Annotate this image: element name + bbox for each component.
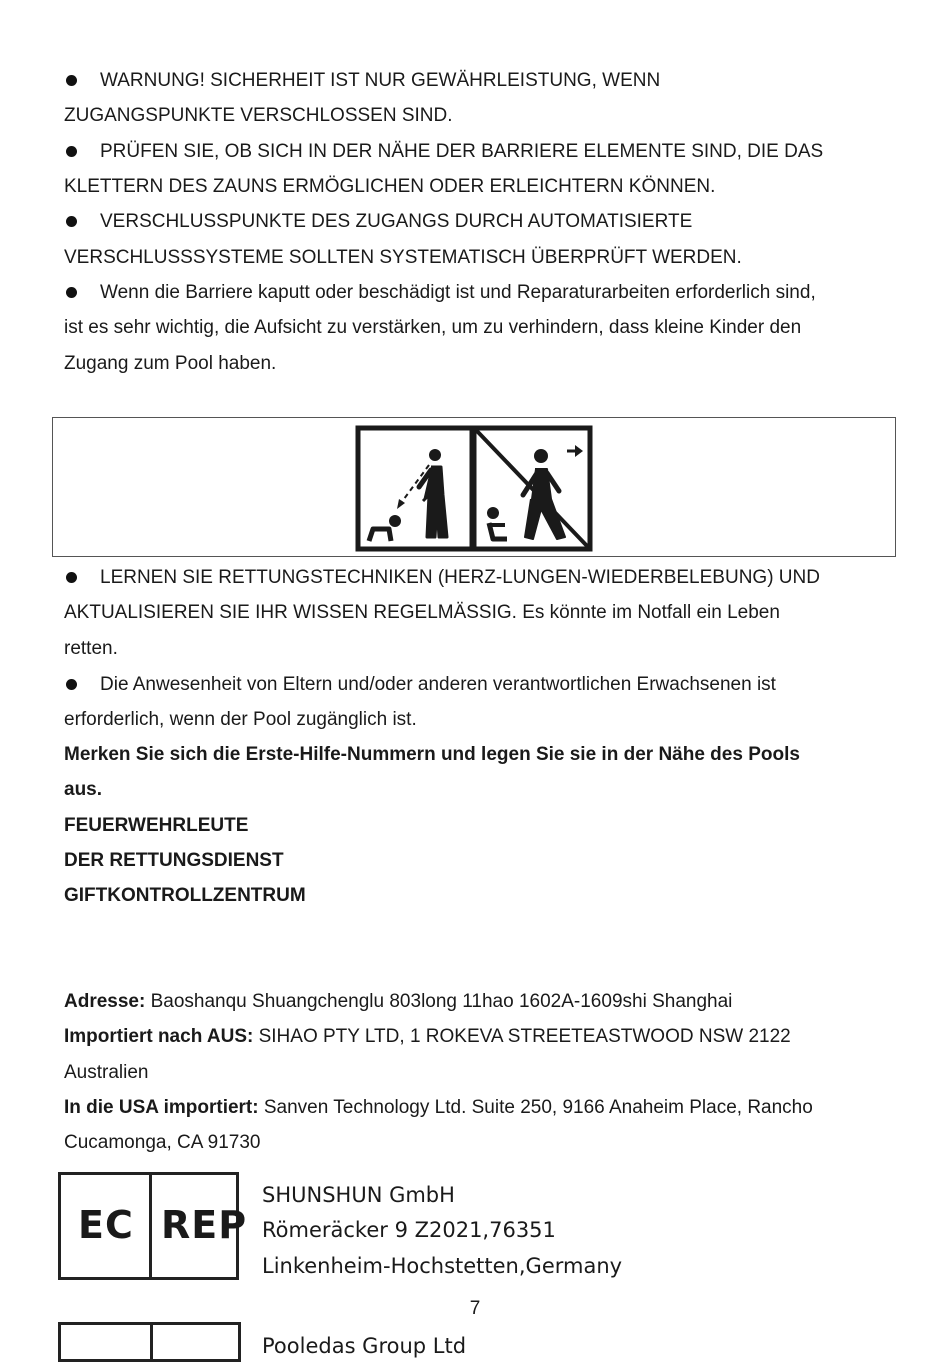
address-value: Baoshanqu Shuangchenglu 803long 11hao 1602A-1609shi Shanghai bbox=[145, 991, 733, 1012]
bullet-icon bbox=[66, 572, 77, 583]
usa-importer-line bbox=[64, 1096, 813, 1120]
tip-2-line-1: Die Anwesenheit von Eltern und/oder anderen verantwortlichen Erwachsenen ist bbox=[100, 674, 776, 695]
address-line bbox=[64, 990, 732, 1014]
supervision-pictogram-icon bbox=[355, 425, 595, 553]
emergency-intro-line-1: Merken Sie sich die Erste-Hilfe-Nummern und legen Sie sie in der Nähe des Pools bbox=[64, 744, 800, 765]
warning-4-line-1: Wenn die Barriere kaputt oder beschädigt ist und Reparaturarbeiten erforderlich sind, bbox=[100, 282, 816, 303]
tip-2-line-2: erforderlich, wenn der Pool zugänglich ist. bbox=[64, 709, 417, 730]
bullet-icon bbox=[66, 287, 77, 298]
tip-1-line-3: retten. bbox=[64, 638, 118, 659]
next-rep-partial: Pooledas Group Ltd bbox=[262, 1334, 467, 1358]
ec-rep-right: REP bbox=[161, 1203, 248, 1247]
usa-importer-cont: Cucamonga, CA 91730 bbox=[64, 1132, 261, 1153]
emergency-intro-line-2: aus. bbox=[64, 779, 103, 800]
ec-rep-line-3: Linkenheim-Hochstetten,Germany bbox=[262, 1254, 623, 1278]
warning-4-line-2: ist es sehr wichtig, die Aufsicht zu verstärken, um zu verhindern, dass kleine Kinder den bbox=[64, 317, 802, 338]
bullet-icon bbox=[66, 146, 77, 157]
bullet-icon bbox=[66, 216, 77, 227]
tip-1-line-2: AKTUALISIEREN SIE IHR WISSEN REGELMÄSSIG. Es könnte im Notfall ein Leben bbox=[64, 602, 780, 623]
warning-4-line-3: Zugang zum Pool haben. bbox=[64, 353, 277, 374]
emergency-contact: FEUERWEHRLEUTE bbox=[64, 815, 249, 836]
aus-importer-line bbox=[64, 1025, 791, 1049]
rep-symbol-partial bbox=[58, 1322, 241, 1362]
ec-rep-left: EC bbox=[78, 1203, 134, 1247]
warning-1-line-2: ZUGANGSPUNKTE VERSCHLOSSEN SIND. bbox=[64, 105, 453, 126]
ec-rep-line-1: SHUNSHUN GmbH bbox=[262, 1183, 455, 1207]
bullet-icon bbox=[66, 75, 77, 86]
aus-importer-value: SIHAO PTY LTD, 1 ROKEVA STREETEASTWOOD NSW 2122 bbox=[253, 1026, 791, 1047]
aus-importer-cont: Australien bbox=[64, 1062, 149, 1083]
tip-1-line-1: LERNEN SIE RETTUNGSTECHNIKEN (HERZ-LUNGEN-WIEDERBELEBUNG) UND bbox=[100, 567, 820, 588]
warning-1-line-1: WARNUNG! SICHERHEIT IST NUR GEWÄHRLEISTUNG, WENN bbox=[100, 70, 661, 91]
emergency-contact: GIFTKONTROLLZENTRUM bbox=[64, 885, 306, 906]
bullet-icon bbox=[66, 679, 77, 690]
ec-rep-line-2: Römeräcker 9 Z2021,76351 bbox=[262, 1218, 556, 1242]
warning-2-line-2: KLETTERN DES ZAUNS ERMÖGLICHEN ODER ERLEICHTERN KÖNNEN. bbox=[64, 176, 716, 197]
page-number: 7 bbox=[469, 1298, 481, 1319]
usa-importer-label: In die USA importiert: bbox=[64, 1097, 259, 1118]
warning-3-line-2: VERSCHLUSSSYSTEME SOLLTEN SYSTEMATISCH ÜBERPRÜFT WERDEN. bbox=[64, 247, 742, 268]
aus-importer-label: Importiert nach AUS: bbox=[64, 1026, 254, 1047]
address-label: Adresse: bbox=[64, 991, 146, 1012]
emergency-contact: DER RETTUNGSDIENST bbox=[64, 850, 284, 871]
usa-importer-value: Sanven Technology Ltd. Suite 250, 9166 Anaheim Place, Rancho bbox=[258, 1097, 813, 1118]
warning-2-line-1: PRÜFEN SIE, OB SICH IN DER NÄHE DER BARRIERE ELEMENTE SIND, DIE DAS bbox=[100, 141, 824, 162]
warning-3-line-1: VERSCHLUSSPUNKTE DES ZUGANGS DURCH AUTOMATISIERTE bbox=[100, 211, 693, 232]
